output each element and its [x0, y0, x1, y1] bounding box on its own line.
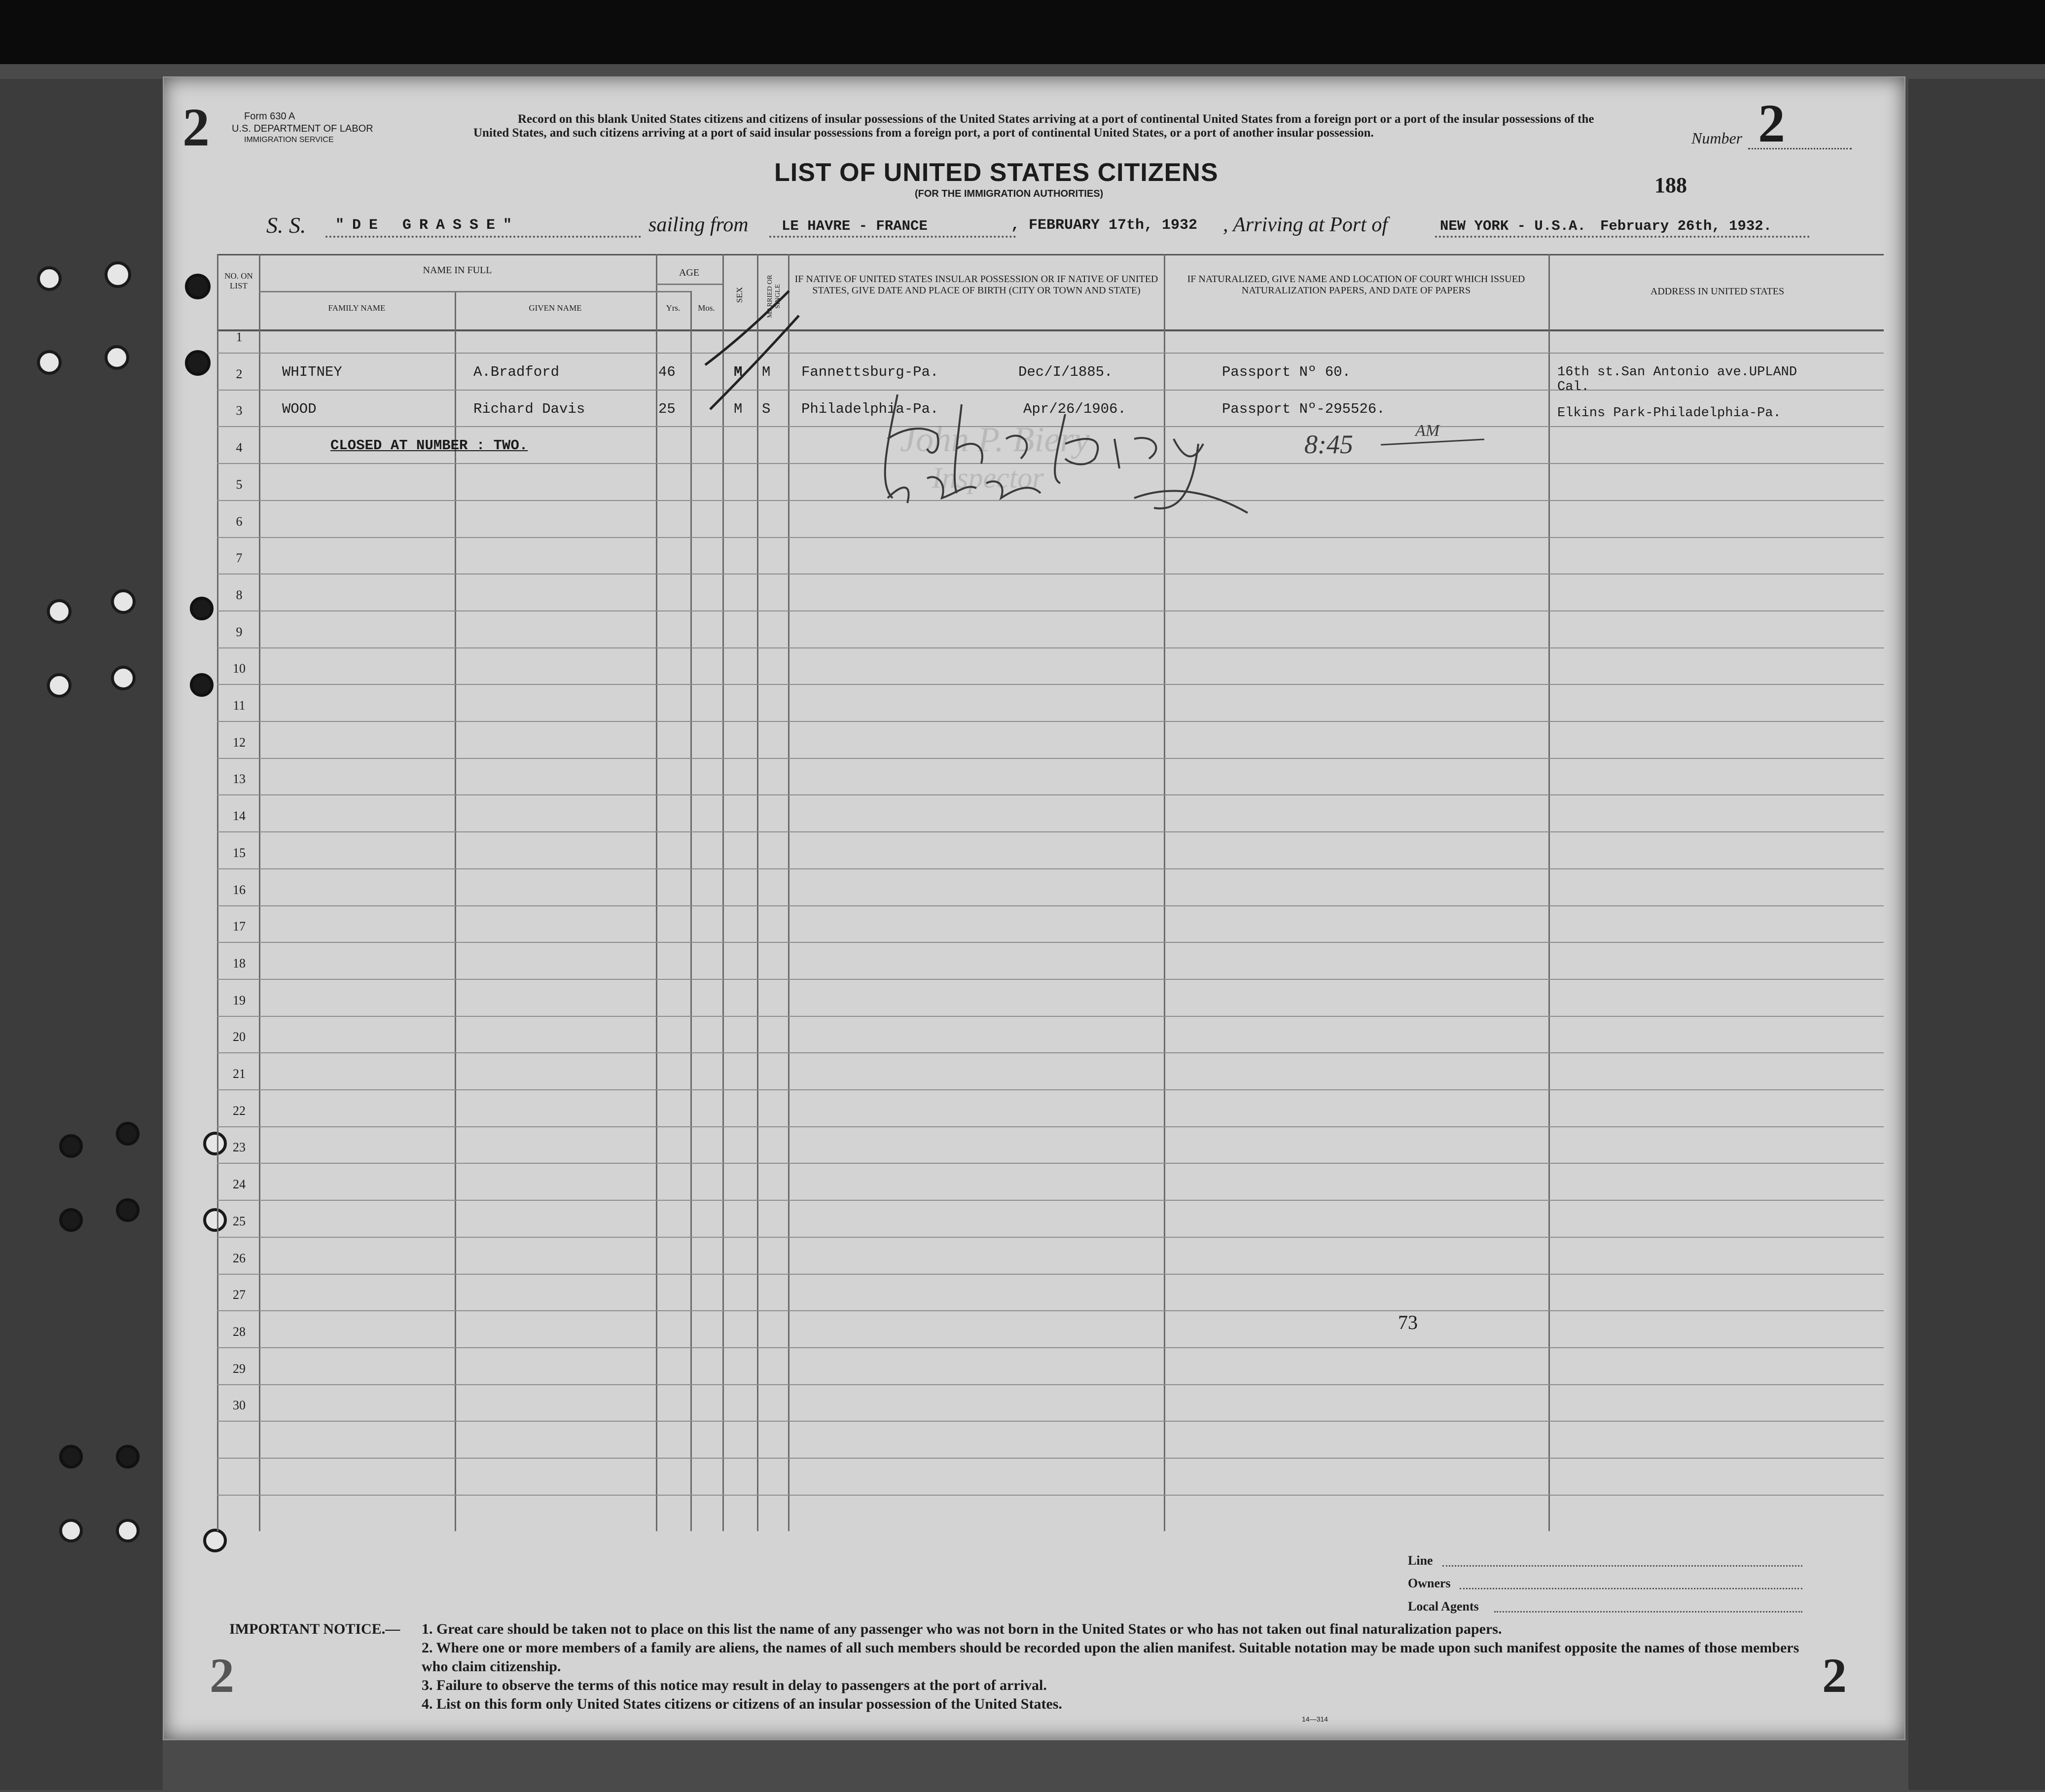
arrival-time: 8:45 [1304, 430, 1353, 459]
row-number: 12 [233, 735, 246, 750]
binder-hole [37, 350, 62, 375]
row-rule [217, 537, 1884, 538]
footer-agents-field [1494, 1611, 1802, 1613]
row-rule [217, 684, 1884, 685]
row-number: 7 [236, 551, 243, 565]
row-1-birth-date: Dec/I/1885. [1018, 364, 1113, 380]
binder-hole [105, 345, 129, 370]
row-1-address-line2: Cal. [1557, 380, 1589, 394]
row-number: 6 [236, 514, 243, 529]
header-address: ADDRESS IN UNITED STATES [1650, 286, 1785, 297]
row-2-address: Elkins Park-Philadelphia-Pa. [1557, 406, 1781, 421]
header-months: Mos. [698, 303, 715, 313]
closed-at-number: CLOSED AT NUMBER : TWO. [330, 437, 528, 454]
footer-owners-field [1460, 1588, 1802, 1589]
row-2-papers: Passport Nº-295526. [1222, 401, 1385, 417]
row-number: 11 [233, 698, 246, 713]
row-rule [217, 1237, 1884, 1238]
header-married-single: MARRIED OR SINGLE [766, 275, 782, 318]
service: IMMIGRATION SERVICE [244, 136, 334, 144]
row-rule [217, 1274, 1884, 1275]
row-2-age-years: 25 [658, 401, 676, 417]
col-line [455, 291, 456, 1531]
arrival-port: NEW YORK - U.S.A. [1440, 218, 1586, 234]
ship-underline [325, 236, 641, 238]
page-subtitle: (FOR THE IMMIGRATION AUTHORITIES) [915, 188, 1104, 199]
arriving-label: , Arriving at Port of [1223, 214, 1388, 236]
row-number: 19 [233, 993, 246, 1007]
arrival-ampm: AM [1415, 422, 1440, 440]
sheet-hole [185, 350, 211, 376]
row-rule [217, 979, 1884, 980]
row-rule [217, 1458, 1884, 1459]
row-number: 17 [233, 919, 246, 933]
row-number: 2 [236, 367, 243, 381]
row-rule [217, 721, 1884, 722]
notice-item-2: 2. Where one or more members of a family are aliens, the names of all such members should be recorded upon the alien manifest. Suitable notation may be made upon such manifest opposite the names of those members who claim citizenship. [422, 1640, 1799, 1675]
notice-item-4: 4. List on this form only United States citizens or citizens of an insular possession of the United States. [422, 1696, 1062, 1712]
row-number: 22 [233, 1104, 246, 1118]
row-2-birth-place: Philadelphia-Pa. [801, 401, 939, 417]
notice-heading: IMPORTANT NOTICE.— [229, 1621, 400, 1637]
row-number: 8 [236, 588, 243, 602]
binder-hole [116, 1445, 140, 1469]
footer-agents-label: Local Agents [1408, 1599, 1479, 1613]
notice-item-3: 3. Failure to observe the terms of this notice may result in delay to passengers at the port of arrival. [422, 1677, 1047, 1693]
row-1-birth-place: Fannettsburg-Pa. [801, 364, 939, 380]
row-rule [217, 1089, 1884, 1090]
header-naturalization: IF NATURALIZED, GIVE NAME AND LOCATION OF COURT WHICH ISSUED NATURALIZATION PAPERS, AND DATE OF PAPERS [1187, 274, 1525, 296]
sailing-label: sailing from [648, 214, 749, 236]
sheet-hole [185, 274, 211, 299]
row-rule [217, 1384, 1884, 1385]
binder-hole [105, 261, 131, 288]
row-number: 4 [236, 440, 243, 455]
row-1-marital: M [762, 364, 771, 380]
row-rule [217, 758, 1884, 759]
row-2-given-name: Richard Davis [473, 401, 585, 417]
row-rule [217, 1126, 1884, 1127]
notice-item-1: 1. Great care should be taken not to place on this list the name of any passenger who was not born in the United States or who has not taken out final naturalization papers. [422, 1621, 1502, 1637]
row-number: 20 [233, 1030, 246, 1044]
binder-hole [116, 1198, 140, 1222]
col-line [656, 254, 657, 1531]
footer-line-label: Line [1408, 1553, 1433, 1568]
row-2-marital: S [762, 401, 771, 417]
binder-hole [111, 589, 136, 614]
header-sex: SEX [735, 287, 744, 303]
row-1-family-name: WHITNEY [282, 364, 342, 380]
page-mark-bottom-right: 2 [1822, 1648, 1847, 1703]
binder-hole [47, 673, 72, 698]
stray-mark: 73 [1398, 1311, 1418, 1333]
footer-line-field [1442, 1565, 1802, 1567]
sailing-date: , FEBRUARY 17th, 1932 [1011, 217, 1198, 234]
row-number: 25 [233, 1214, 246, 1228]
row-number: 15 [233, 846, 246, 860]
row-number: 1 [236, 330, 243, 344]
row-number: 21 [233, 1067, 246, 1081]
form-number: Form 630 A [244, 111, 295, 122]
row-number: 5 [236, 477, 243, 492]
col-line [722, 254, 724, 1531]
departure-port: LE HAVRE - FRANCE [782, 218, 928, 234]
col-line [788, 254, 789, 1531]
row-number: 9 [236, 625, 243, 639]
header-bottom-rule [217, 329, 1884, 331]
ship-name: "DE GRASSE" [335, 217, 520, 234]
right-binder-strip [1908, 79, 2045, 1790]
col-line [690, 291, 692, 1531]
binder-hole [59, 1134, 83, 1158]
row-number: 13 [233, 772, 246, 786]
row-rule [217, 942, 1884, 943]
page-title: LIST OF UNITED STATES CITIZENS [774, 158, 1219, 187]
arrival-date: February 26th, 1932. [1600, 218, 1772, 234]
row-number: 30 [233, 1398, 246, 1412]
row-number: 16 [233, 883, 246, 897]
row-rule [217, 1016, 1884, 1017]
name-subheader-rule [259, 291, 690, 292]
list-number: 2 [1758, 93, 1785, 153]
header-no-on-list: NO. ON LIST [224, 271, 253, 290]
row-rule [217, 1421, 1884, 1422]
row-rule [217, 573, 1884, 574]
binder-hole [116, 1122, 140, 1146]
header-birth-place: IF NATIVE OF UNITED STATES INSULAR POSSESSION OR IF NATIVE OF UNITED STATES, GIVE DATE AND PLACE OF BIRTH (CITY OR TOWN AND STATE) [794, 274, 1158, 296]
row-1-address: 16th st.San Antonio ave.UPLAND [1557, 365, 1797, 380]
row-1-age-years: 46 [658, 364, 676, 380]
row-number: 3 [236, 403, 243, 418]
row-rule [217, 1163, 1884, 1164]
inspector-signature: John P. Biery [900, 420, 1090, 459]
binder-hole [111, 666, 136, 690]
header-family-name: FAMILY NAME [328, 303, 386, 313]
binder-hole [59, 1519, 83, 1542]
row-rule [217, 831, 1884, 832]
number-label: Number [1691, 129, 1743, 147]
sheet-hole [190, 673, 214, 697]
row-2-birth-date: Apr/26/1906. [1023, 401, 1126, 417]
binder-hole [59, 1208, 83, 1232]
row-rule [217, 353, 1884, 354]
binder-hole [116, 1519, 140, 1542]
inspector-title: Inspector [932, 462, 1044, 494]
col-line [757, 254, 758, 1531]
row-number: 23 [233, 1140, 246, 1154]
row-rule [217, 1052, 1884, 1053]
row-rule [217, 905, 1884, 906]
binder-hole [59, 1445, 83, 1469]
row-rule [217, 1347, 1884, 1348]
header-given-name: GIVEN NAME [529, 303, 582, 313]
row-1-sex: M [734, 364, 743, 380]
sheet-hole [190, 597, 214, 620]
row-number: 26 [233, 1251, 246, 1265]
print-code: 14—314 [1302, 1715, 1328, 1723]
row-number: 27 [233, 1288, 246, 1302]
row-1-given-name: A.Bradford [473, 364, 560, 380]
department: U.S. DEPARTMENT OF LABOR [232, 123, 373, 134]
row-rule [217, 647, 1884, 648]
header-age: AGE [679, 267, 700, 278]
row-1-papers: Passport Nº 60. [1222, 364, 1351, 380]
row-number: 24 [233, 1177, 246, 1191]
form-instructions: Record on this blank United States citizens and citizens of insular possessions of the United States arriving at a port of continental United States from a foreign port or a port of the insular possessions of the United States, and such citizens arriving at a port of said insular possessions from a foreign port, a port of continental United States, or a port of another insular possession. [473, 112, 1594, 140]
from-underline [769, 236, 1016, 238]
row-number: 18 [233, 956, 246, 970]
stamp-number: 188 [1654, 173, 1687, 197]
row-rule [217, 610, 1884, 611]
row-rule [217, 1200, 1884, 1201]
page-mark-bottom-left: 2 [210, 1648, 234, 1703]
binder-hole [47, 599, 72, 624]
row-number: 29 [233, 1362, 246, 1376]
arrival-underline [1435, 236, 1810, 238]
binder-hole [37, 266, 62, 291]
row-number: 14 [233, 809, 246, 823]
ss-label: S. S. [266, 213, 306, 238]
footer-owners-label: Owners [1408, 1576, 1451, 1590]
col-line [1548, 254, 1550, 1531]
row-2-sex: M [734, 401, 743, 417]
row-rule [217, 1310, 1884, 1311]
header-name-in-full: NAME IN FULL [423, 265, 492, 276]
corner-number: 2 [182, 97, 210, 157]
row-2-family-name: WOOD [282, 401, 317, 417]
pen-strokes [690, 281, 819, 419]
header-years: Yrs. [666, 303, 681, 313]
row-number: 10 [233, 661, 246, 676]
row-rule [217, 868, 1884, 869]
row-number: 28 [233, 1325, 246, 1339]
row-rule [217, 1495, 1884, 1496]
row-rule [217, 794, 1884, 795]
